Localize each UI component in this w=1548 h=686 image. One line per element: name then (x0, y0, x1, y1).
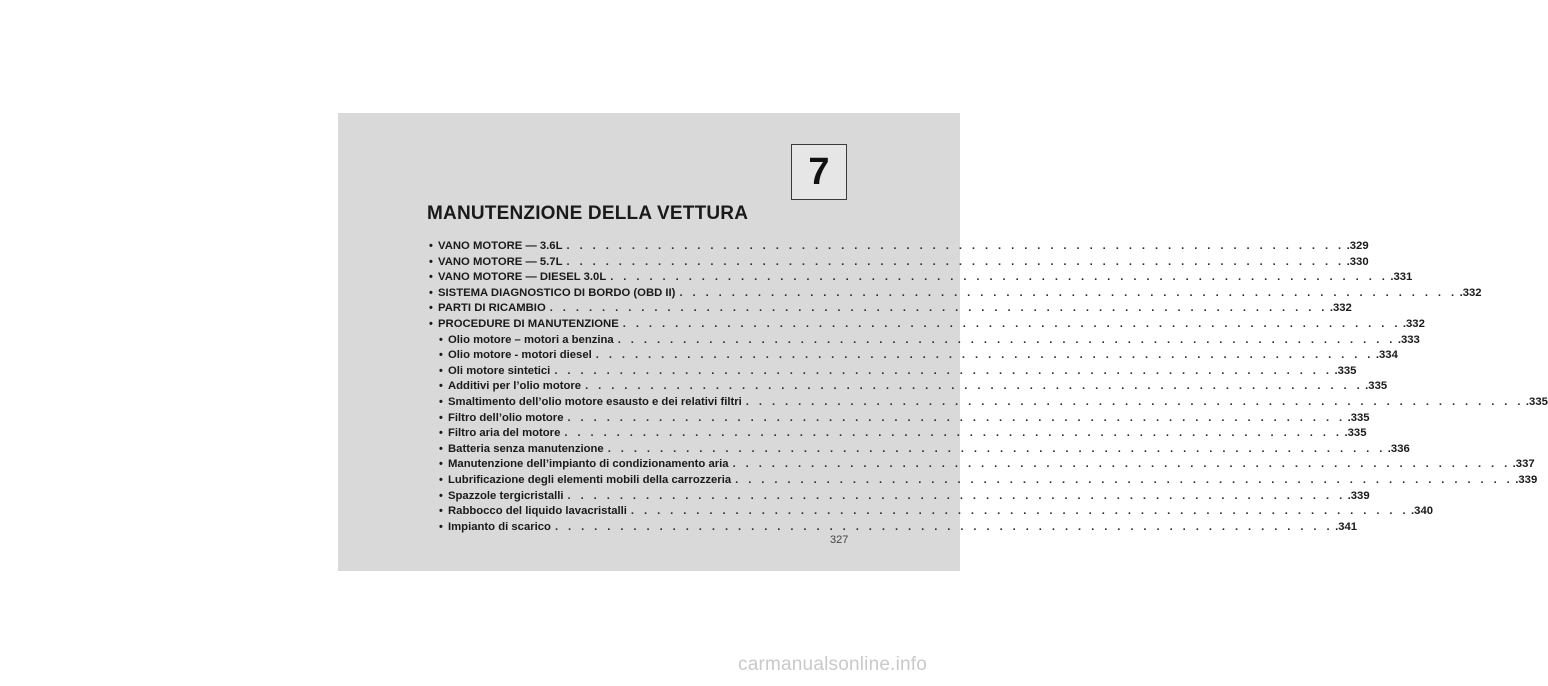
toc-entry-label: Manutenzione dell’impianto di condizionamento aria (448, 458, 729, 471)
toc-entry-label: VANO MOTORE — 5.7L (438, 255, 563, 268)
bullet-icon: • (439, 458, 443, 471)
toc-entry[interactable] (429, 489, 1370, 506)
bullet-icon: • (439, 505, 443, 518)
bullet-icon: • (429, 302, 433, 315)
chapter-number: 7 (808, 150, 830, 193)
toc-entry-page: .339 (1347, 489, 1370, 502)
bullet-icon: • (439, 380, 443, 393)
toc-entry[interactable] (429, 302, 1352, 318)
dot-leader: . . . . . . . . . . . . . . . . . . . . . . . . . . . . . . . . . . . . . . . . . . . . . . . . . . . . . . . . . . . . (567, 489, 1346, 502)
toc-entry[interactable] (429, 411, 1370, 428)
toc-entry-label: Lubrificazione degli elementi mobili della carrozzeria (448, 473, 732, 486)
watermark: carmanualsonline.info (738, 654, 928, 675)
dot-leader: . . . . . . . . . . . . . . . . . . . . . . . . . . . . . . . . . . . . . . . . . . . . . . . . . . . . . . . . . . . . (617, 333, 1396, 346)
bullet-icon: • (429, 255, 433, 268)
bullet-icon: • (429, 240, 433, 252)
toc-entry-page: .336 (1387, 442, 1410, 455)
toc-entry[interactable] (429, 317, 1425, 334)
bullet-icon: • (439, 411, 443, 424)
bullet-icon: • (439, 473, 443, 486)
dot-leader: . . . . . . . . . . . . . . . . . . . . . . . . . . . . . . . . . . . . . . . . . . . . . . . . . . . . . . . . . . . . (745, 395, 1524, 408)
toc-entry-page: .337 (1512, 458, 1535, 471)
dot-leader: . . . . . . . . . . . . . . . . . . . . . . . . . . . . . . . . . . . . . . . . . . . . . . . . . . . . . . . . . . . . (732, 458, 1511, 471)
toc-entry-page: .332 (1329, 302, 1352, 315)
dot-leader: . . . . . . . . . . . . . . . . . . . . . . . . . . . . . . . . . . . . . . . . . . . . . . . . . . . . . . . . . . . . (735, 473, 1514, 486)
chapter-number-box (791, 144, 847, 200)
toc-entry[interactable] (429, 349, 1398, 365)
dot-leader: . . . . . . . . . . . . . . . . . . . . . . . . . . . . . . . . . . . . . . . . . . . . . . . . . . . . . . . . . . . . (554, 364, 1333, 377)
toc-entry-label: SISTEMA DIAGNOSTICO DI BORDO (OBD II) (438, 286, 676, 299)
toc-entry-page: .340 (1411, 505, 1434, 518)
bullet-icon: • (439, 364, 443, 377)
dot-leader: . . . . . . . . . . . . . . . . . . . . . . . . . . . . . . . . . . . . . . . . . . . . . . . . . . . . . . . . . . . . (585, 380, 1364, 393)
toc-entry-label: Smaltimento dell’olio motore esausto e dei relativi filtri (448, 395, 742, 408)
dot-leader: . . . . . . . . . . . . . . . . . . . . . . . . . . . . . . . . . . . . . . . . . . . . . . . . . . . . . . . . . . . . (622, 317, 1401, 330)
dot-leader: . . . . . . . . . . . . . . . . . . . . . . . . . . . . . . . . . . . . . . . . . . . . . . . . . . . . . . . . . . . . (567, 411, 1346, 424)
toc-entry-label: Olio motore – motori a benzina (448, 333, 614, 346)
toc-entry-page: .335 (1347, 411, 1370, 424)
toc-entry-label: VANO MOTORE — 3.6L (438, 240, 563, 252)
bullet-icon: • (429, 271, 433, 284)
dot-leader: . . . . . . . . . . . . . . . . . . . . . . . . . . . . . . . . . . . . . . . . . . . . . . . . . . . . . . . . . . . . (595, 349, 1374, 362)
toc-entry[interactable] (429, 364, 1357, 381)
toc-entry[interactable] (429, 505, 1434, 521)
toc-entry-page: .332 (1459, 286, 1482, 299)
dot-leader: . . . . . . . . . . . . . . . . . . . . . . . . . . . . . . . . . . . . . . . . . . . . . . . . . . . . . . . . . . . . (610, 271, 1389, 284)
toc-entry-label: Impianto di scarico (448, 520, 551, 533)
toc-entry[interactable] (429, 442, 1410, 459)
toc-entry[interactable] (429, 240, 1369, 256)
dot-leader: . . . . . . . . . . . . . . . . . . . . . . . . . . . . . . . . . . . . . . . . . . . . . . . . . . . . . . . . . . . . (554, 520, 1334, 533)
dot-leader: . . . . . . . . . . . . . . . . . . . . . . . . . . . . . . . . . . . . . . . . . . . . . . . . . . . . . . . . . . . . (549, 302, 1328, 315)
dot-leader: . . . . . . . . . . . . . . . . . . . . . . . . . . . . . . . . . . . . . . . . . . . . . . . . . . . . . . . . . . . . (564, 427, 1343, 440)
toc-entry-label: Oli motore sintetici (448, 364, 551, 377)
toc-entry-page: .335 (1365, 380, 1388, 393)
toc-entry-page: .335 (1334, 364, 1357, 377)
bullet-icon: • (439, 395, 443, 408)
toc-entry[interactable] (429, 458, 1535, 474)
bullet-icon: • (429, 317, 433, 330)
bullet-icon: • (439, 333, 443, 346)
toc-entry[interactable] (429, 333, 1420, 350)
page-number: 327 (830, 534, 849, 546)
toc-entry-page: .331 (1390, 271, 1413, 284)
bullet-icon: • (439, 489, 443, 502)
bullet-icon: • (439, 520, 443, 533)
toc-entry-label: Batteria senza manutenzione (448, 442, 604, 455)
toc-entry[interactable] (429, 520, 1358, 537)
toc-entry-page: .335 (1344, 427, 1367, 440)
toc-entry[interactable] (429, 271, 1413, 287)
toc-entry-page: .334 (1375, 349, 1398, 362)
toc-entry-page: .333 (1397, 333, 1420, 346)
toc-entry-label: VANO MOTORE — DIESEL 3.0L (438, 271, 607, 284)
toc-entry-label: Additivi per l’olio motore (448, 380, 582, 393)
table-of-contents (429, 240, 1548, 536)
toc-entry-page: .332 (1402, 317, 1425, 330)
toc-entry-label: Olio motore - motori diesel (448, 349, 592, 362)
toc-entry-page: .329 (1346, 240, 1369, 252)
toc-entry-page: .341 (1335, 520, 1358, 533)
toc-entry[interactable] (429, 395, 1548, 412)
manual-page (338, 113, 1548, 571)
bullet-icon: • (439, 442, 443, 455)
toc-entry-page: .339 (1515, 473, 1538, 486)
dot-leader: . . . . . . . . . . . . . . . . . . . . . . . . . . . . . . . . . . . . . . . . . . . . . . . . . . . . . . . . . . . . (607, 442, 1386, 455)
dot-leader: . . . . . . . . . . . . . . . . . . . . . . . . . . . . . . . . . . . . . . . . . . . . . . . . . . . . . . . . . . . . (566, 240, 1345, 252)
toc-entry[interactable] (429, 255, 1369, 272)
dot-leader: . . . . . . . . . . . . . . . . . . . . . . . . . . . . . . . . . . . . . . . . . . . . . . . . . . . . . . . . . . . . (679, 286, 1458, 299)
bullet-icon: • (429, 286, 433, 299)
toc-entry[interactable] (429, 380, 1388, 396)
chapter-title: MANUTENZIONE DELLA VETTURA (427, 203, 749, 224)
bullet-icon: • (439, 427, 443, 440)
toc-entry-label: Spazzole tergicristalli (448, 489, 564, 502)
toc-entry-label: Filtro dell’olio motore (448, 411, 564, 424)
toc-entry-label: PROCEDURE DI MANUTENZIONE (438, 317, 619, 330)
toc-entry-label: Filtro aria del motore (448, 427, 561, 440)
toc-entry-label: PARTI DI RICAMBIO (438, 302, 546, 315)
toc-entry-page: .330 (1346, 255, 1369, 268)
toc-entry[interactable] (429, 473, 1538, 490)
toc-entry-page: .335 (1525, 395, 1548, 408)
toc-entry[interactable] (429, 286, 1482, 303)
dot-leader: . . . . . . . . . . . . . . . . . . . . . . . . . . . . . . . . . . . . . . . . . . . . . . . . . . . . . . . . . . . . (566, 255, 1345, 268)
dot-leader: . . . . . . . . . . . . . . . . . . . . . . . . . . . . . . . . . . . . . . . . . . . . . . . . . . . . . . . . . . . . (630, 505, 1410, 518)
toc-entry[interactable] (429, 427, 1367, 443)
bullet-icon: • (439, 349, 443, 362)
toc-entry-label: Rabbocco del liquido lavacristalli (448, 505, 627, 518)
